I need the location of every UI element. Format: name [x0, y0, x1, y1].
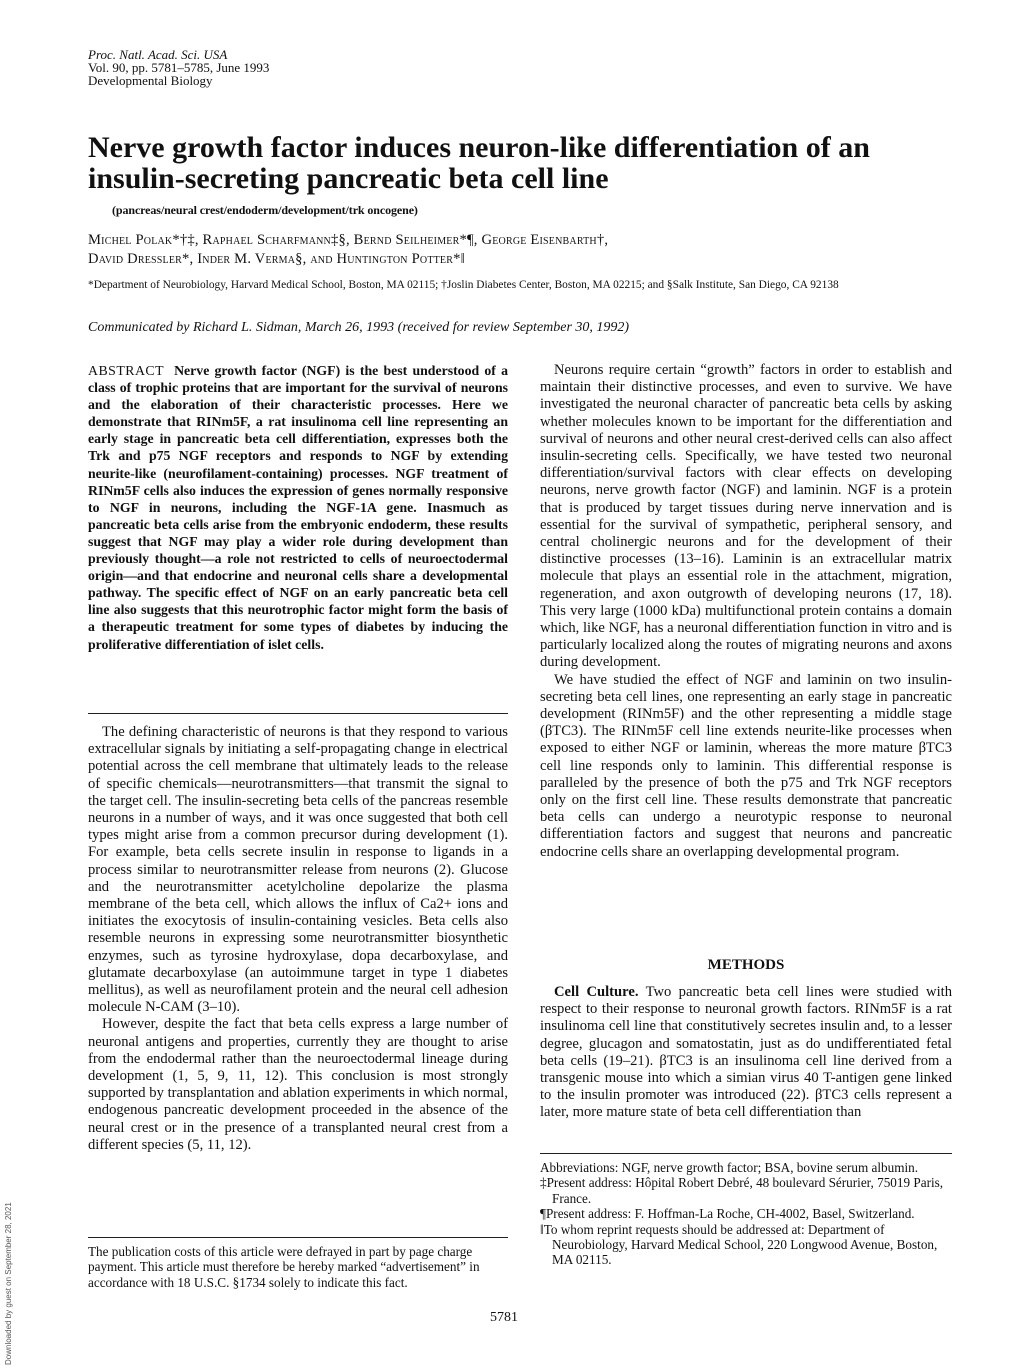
abstract: [88, 362, 508, 653]
keywords: (pancreas/neural crest/endoderm/development/trk oncogene): [112, 203, 418, 217]
journal-name: Proc. Natl. Acad. Sci. USA: [88, 47, 228, 62]
abstract-divider: [88, 713, 508, 714]
footnotes: [540, 1160, 952, 1268]
publication-cost-note: The publication costs of this article were defrayed in part by page charge payment. This article must therefore be hereby marked “advertisement” in accordance with 18 U.S.C. §1734 solely to indicate this fact.: [88, 1244, 480, 1290]
abstract-label: ABSTRACT: [88, 363, 165, 378]
footnote-present-address-1: ‡Present address: Hôpital Robert Debré, 48 boulevard Sérurier, 75019 Paris, France.: [540, 1175, 944, 1206]
footnote-present-address-2: ¶Present address: F. Hoffman-La Roche, CH-4002, Basel, Switzerland.: [540, 1206, 915, 1222]
methods-section: [540, 984, 952, 1122]
journal-volume: Vol. 90, pp. 5781–5785, June 1993: [88, 60, 270, 75]
body-paragraph: However, despite the fact that beta cells express a large number of neuronal antigens and properties, currently they are thought to arise from the endodermal rather than the neuroectodermal lineage during development (1, 5, 9, 11, 12). This conclusion is most strongly supported by transplantation and ablation experiments in which normal, endogenous pancreatic development proceeded in the absence of the neural crest or in the presence of a transplanted neural crest from a different species (5, 11, 12).: [88, 1016, 508, 1153]
authors-line-1: Michel Polak*†‡, Raphael Scharfmann‡§, Bernd Seilheimer*¶, George Eisenbarth†,: [88, 232, 609, 248]
methods-text: Two pancreatic beta cell lines were studied with respect to their response to neuronal growth factors. RINm5F is a rat insulinoma cell line that constitutively secretes insulin and, to a lesser degree, glucagon and somatostatin, just as do undifferentiated fetal beta cells (19–21). βTC3 is an insulinoma cell line derived from a transgenic mouse into which a simian virus 40 T-antigen gene linked to the insulin promoter was introduced (22). βTC3 cells represent a later, more mature state of beta cell differentiation than: [540, 984, 952, 1121]
body-paragraph: Neurons require certain “growth” factors in order to establish and maintain their distinctive processes, and even to survive. We have investigated the neuronal character of pancreatic beta cells by asking whether molecules known to be important for the differentiation and survival of neurons and other neural crest-derived cells can also affect insulin-secreting cells. Specifically, we have tested two neuronal differentiation/survival factors with clear effects on developing neurons, nerve growth factor (NGF) and laminin. NGF is a protein that is produced by target tissues during nerve innervation and is essential for the survival of sympathetic, peripheral sensory, and central cholinergic neurons and for the development of their distinctive processes (13–16). Laminin is an extracellular matrix molecule that plays an essential role in the attachment, migration, regeneration, and axon outgrowth of developing neurons (17, 18). This very large (1000 kDa) multifunctional protein contains a domain which, like NGF, has a neuronal differentiation function in vitro and is particularly localized along the routes of migrating neurons and axons during development.: [540, 362, 952, 671]
footnote-divider-left: [88, 1237, 508, 1238]
communicated-by: Communicated by Richard L. Sidman, March 26, 1993 (received for review September 30, 1992): [88, 320, 630, 335]
download-note: Downloaded by guest on September 28, 2021: [4, 1202, 13, 1365]
authors-line-2: David Dressler*, Inder M. Verma§, and Huntington Potter*‖: [88, 251, 465, 267]
left-column-body: [88, 724, 508, 1154]
abstract-text: Nerve growth factor (NGF) is the best understood of a class of trophic proteins that are important for the survival of neurons and the elaboration of their characteristic processes. Here we demonstrate that RINm5F, a rat insulinoma cell line representing an early stage in pancreatic beta cell differentiation, expresses both the Trk and p75 NGF receptors and responds to NGF by extending neurite-like (neurofilament-containing) processes. NGF treatment of RINm5F cells also induces the expression of genes normally responsive to NGF in neurons, including the NGF-1A gene. Inasmuch as pancreatic beta cells arise from the embryonic endoderm, these results suggest that NGF may play a wider role during development than previously thought—a role not restricted to cells of neuroectodermal origin—and that endocrine and neuronal cells share a developmental pathway. The specific effect of NGF on an early pancreatic beta cell line also suggests that this neurotrophic factor might form the basis of a therapeutic treatment for some types of diabetes by inducing the proliferative differentiation of islet cells.: [88, 363, 508, 652]
journal-section: Developmental Biology: [88, 73, 213, 88]
body-paragraph: We have studied the effect of NGF and laminin on two insulin-secreting beta cell lines, one representing an early stage in pancreatic development (RINm5F) and the other representing a middle stage (βTC3). The RINm5F cell line extends neurite-like processes when exposed to either NGF or laminin, whereas the more mature βTC3 cell line responds only to laminin. This differential response is paralleled by the presence of both the p75 and Trk NGF receptors only on the first cell line. These results demonstrate that pancreatic beta cells can undergo a neurotypic response to neuronal differentiation factors and suggest that neurons and pancreatic endocrine cells share an overlapping developmental program.: [540, 671, 952, 860]
footnote-divider-right: [540, 1153, 952, 1154]
article-title: Nerve growth factor induces neuron-like differentiation of an insulin-secreting pancreatic beta cell line: [88, 131, 870, 195]
journal-header: [88, 48, 269, 87]
methods-heading: METHODS: [707, 957, 785, 973]
body-paragraph: The defining characteristic of neurons is that they respond to various extracellular signals by initiating a self-propagating change in electrical potential across the cell membrane that ultimately leads to the release of specific chemicals—neurotransmitters—that transmit the signal to the target cell. The insulin-secreting beta cells of the pancreas resemble neurons in a number of ways, and it was once suggested that both cell types might arise from a common precursor during development (1). For example, beta cells secrete insulin in response to ligands in a process similar to neurotransmitter release from neurons (2). Glucose and the neurotransmitter acetylcholine depolarize the plasma membrane of the beta cell, which allows the influx of Ca2+ ions and initiates the exocytosis of insulin-containing vesicles. Beta cells also resemble neurons in expressing some neurotransmitter biosynthetic enzymes, such as tyrosine hydroxylase, dopa decarboxylase, and glutamate decarboxylase (an autoimmune target in type 1 diabetes mellitus), as well as neurofilament protein and the neural cell adhesion molecule N-CAM (3–10).: [88, 724, 508, 1016]
download-watermark: [4, 1202, 16, 1365]
affiliations: *Department of Neurobiology, Harvard Medical School, Boston, MA 02115; †Joslin Diabetes Center, Boston, MA 02215; and §Salk Institute, San Diego, CA 92138: [88, 279, 839, 291]
right-column-body: [540, 362, 952, 861]
footnote-abbreviations: Abbreviations: NGF, nerve growth factor; BSA, bovine serum albumin.: [540, 1160, 919, 1175]
author-list: [88, 231, 968, 269]
methods-run-in: Cell Culture.: [554, 984, 639, 1000]
footnote-reprint-requests: ‖To whom reprint requests should be addressed at: Department of Neurobiology, Harvard Medical School, 220 Longwood Avenue, Boston, MA 02115.: [540, 1221, 938, 1268]
methods-paragraph: [540, 984, 952, 1122]
page-number: 5781: [490, 1310, 518, 1325]
